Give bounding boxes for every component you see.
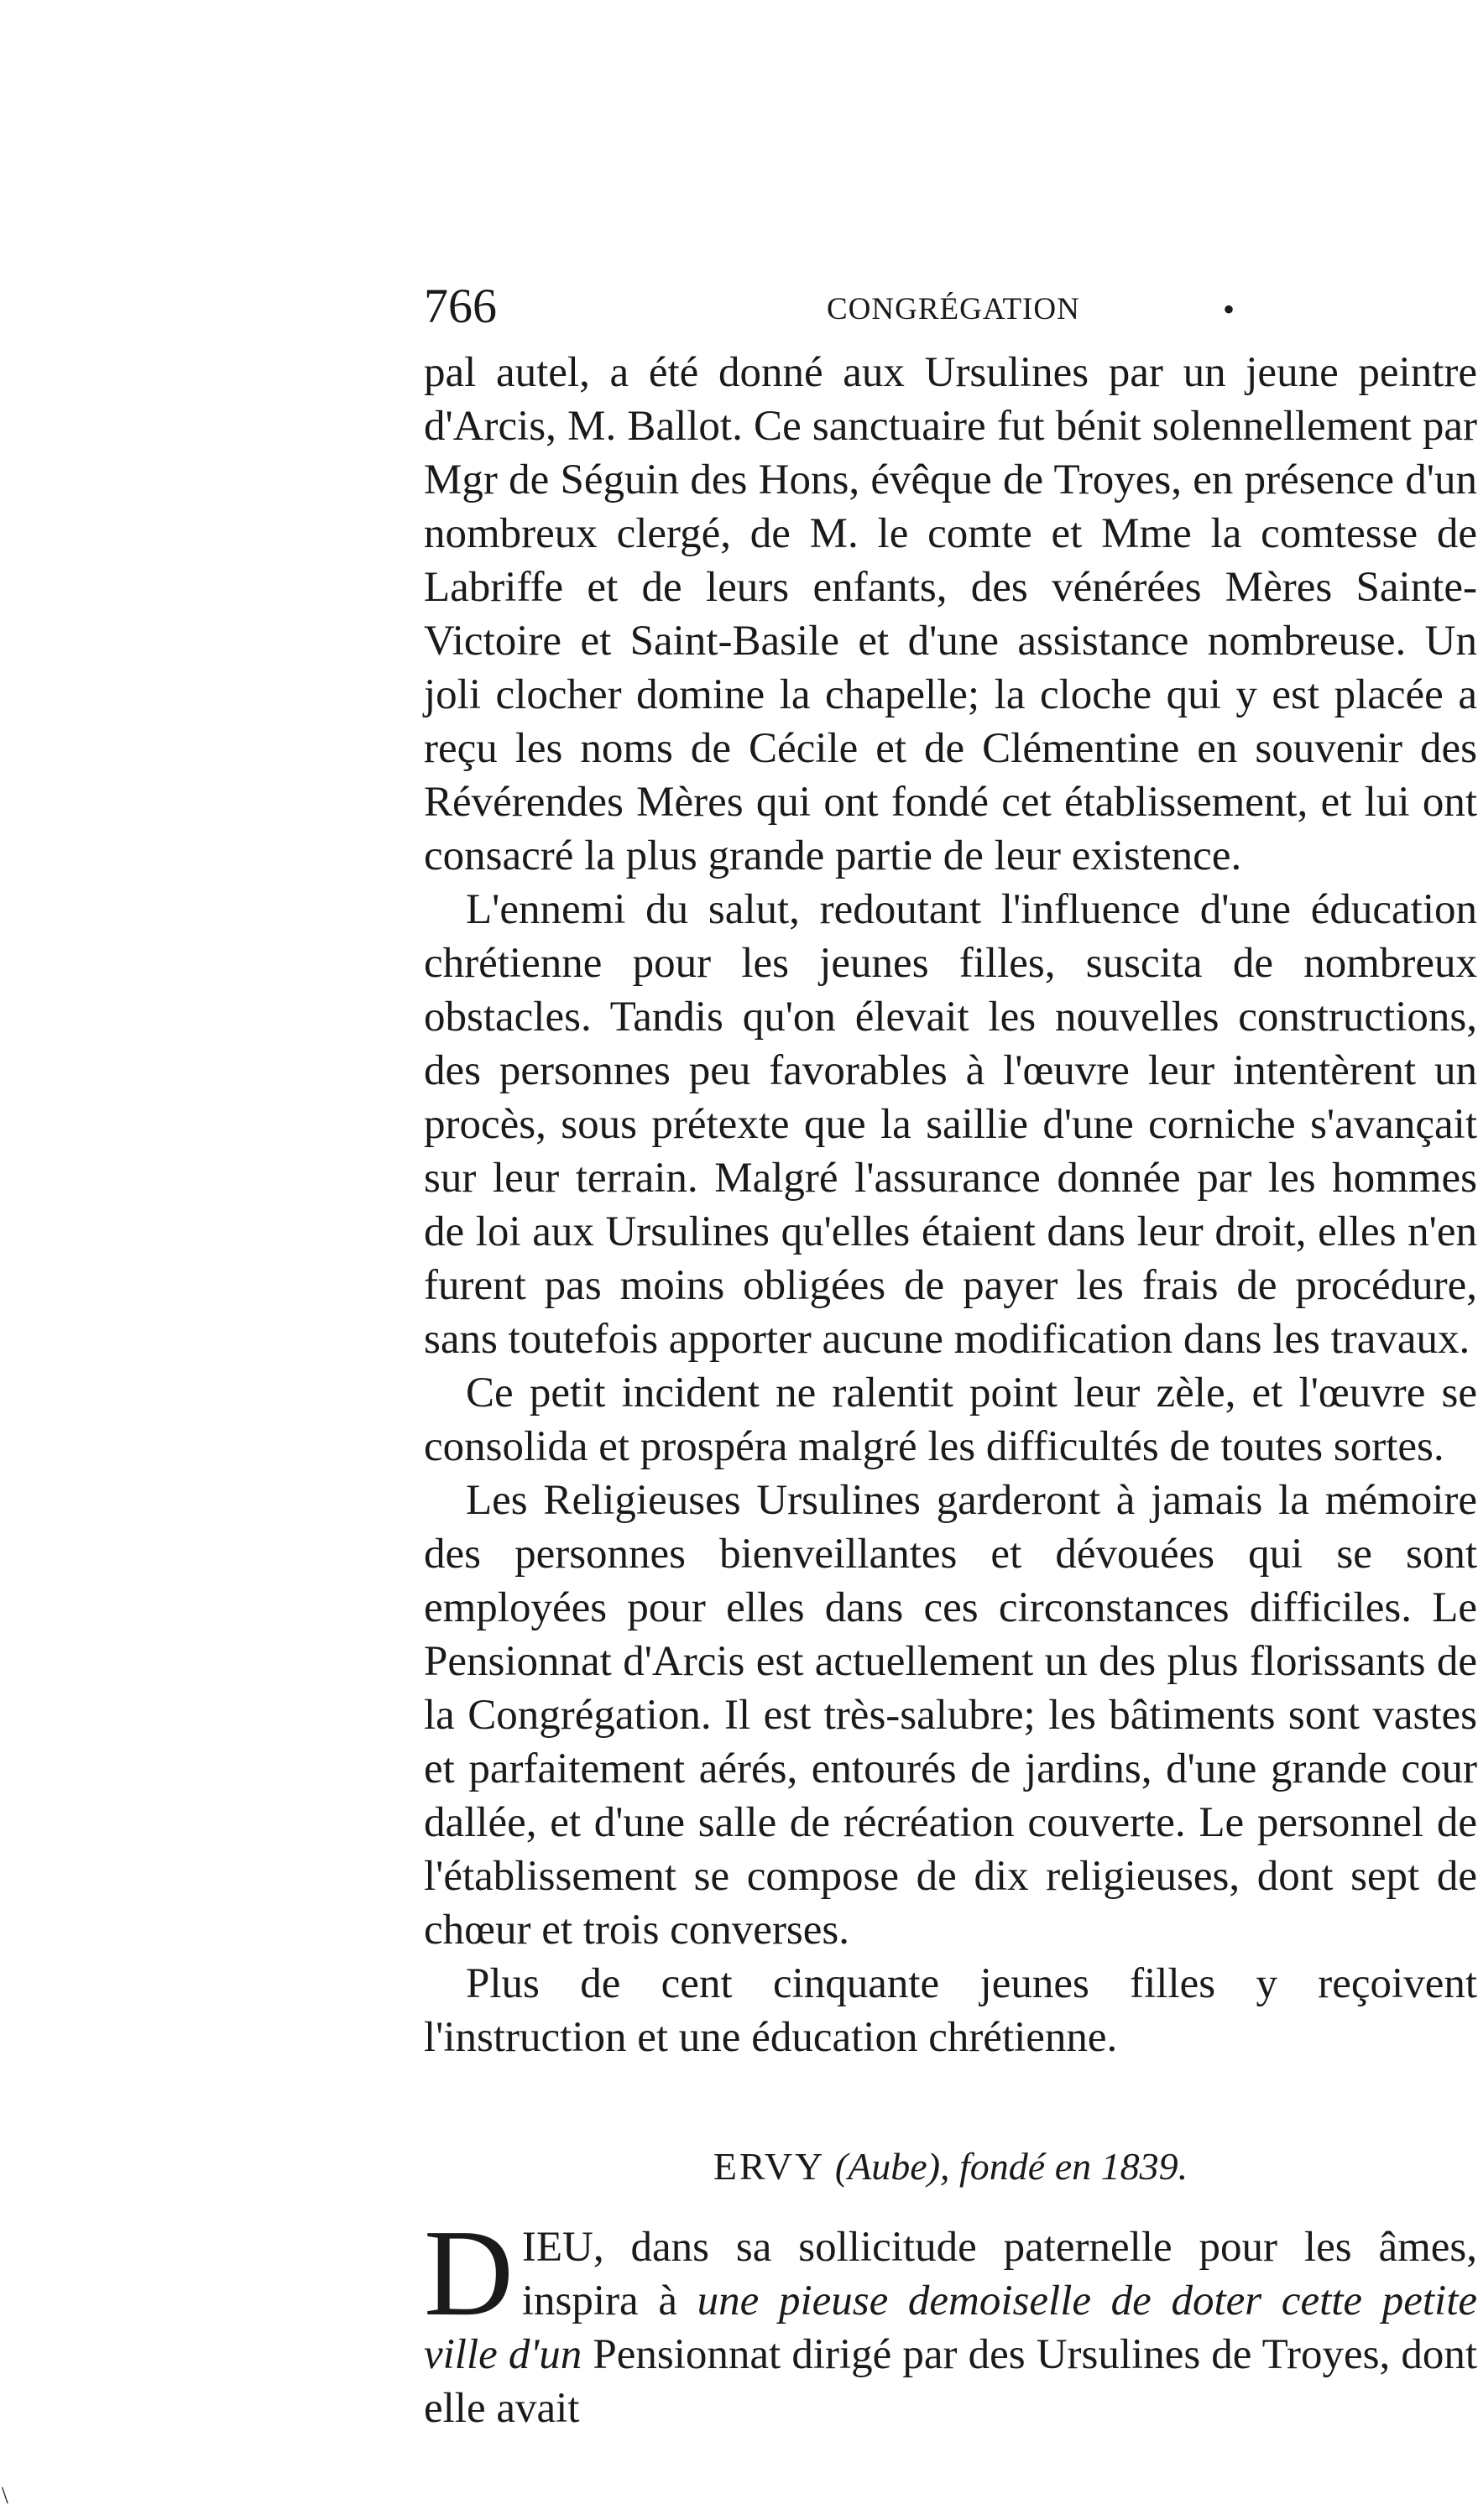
paragraph-incident: Ce petit incident ne ralentit point leur zèle, et l'œuvre se consolida et prospéra malgré les difficultés de toutes sortes. [424,1370,1477,1470]
paragraph-obstacles: L'ennemi du salut, redoutant l'influence d'une éducation chrétienne pour les jeunes filles, suscita de nombreux obstacles. Tandis qu'on élevait les nouvelles constructions, des personnes peu favorables à l'œuvre leur intentèrent un procès, sous prétexte que la saillie d'une corniche s'avançait sur leur terrain. Malgré l'assurance donnée par les hommes de loi aux Ursulines qu'elles étaient dans leur droit, elles n'en furent pas moins obligées de payer les frais de procédure, sans toutefois apporter aucune modification dans les travaux. [424,886,1477,1363]
stray-print-mark: \ [2,2483,8,2509]
page-number: 766 [424,279,497,333]
paragraph-chapel-continuation: pal autel, a été donné aux Ursulines par un jeune peintre d'Arcis, M. Ballot. Ce sanctuaire fut bénit solennellement par Mgr de Séguin des Hons, évêque de Troyes, en présence d'un nombreux clergé, de M. le comte et Mme la comtesse de Labriffe et de leurs enfants, des vénérées Mères Sainte-Victoire et Saint-Basile et d'une assistance nombreuse. Un joli clocher domine la chapelle; la cloche qui y est placée a reçu les noms de Cécile et de Clémentine en souvenir des Révérendes Mères qui ont fondé cet établissement, et lui ont consacré la plus grande partie de leur existence. [424,349,1477,879]
paragraph-pensionnat: Les Religieuses Ursulines garderont à jamais la mémoire des personnes bienveillantes et dévouées qui se sont employées pour elles dans ces circonstances difficiles. Le Pensionnat d'Arcis est actuellement un des plus florissants de la Congrégation. Il est très-salubre; les bâtiments sont vastes et parfaitement aérés, entourés de jardins, d'une grande cour dallée, et d'une salle de récréation couverte. Le personnel de l'établissement se compose de dix religieuses, dont sept de chœur et trois converses. [424,1477,1477,1954]
running-head: CONGRÉGATION [827,292,1080,326]
page-header [424,277,1478,344]
section-subtitle: (Aube), fondé en 1839. [834,2145,1188,2188]
opening-paragraph [424,2204,1477,2435]
page-body [424,346,1477,2435]
paragraph-students: Plus de cent cinquante jeunes filles y reçoivent l'instruction et une éducation chrétienne. [424,1960,1477,2061]
drop-cap: D [424,2204,514,2342]
opening-italic-text: une pieuse demoiselle de doter cette petite ville d'un [424,2277,1477,2378]
opening-text: IEU, dans sa sollicitude paternelle pour les âmes, inspira à [521,2224,1477,2324]
section-heading-ervy [424,2142,1477,2192]
header-dot-mark: • [1223,290,1235,328]
section-place: ERVY [713,2145,826,2188]
opening-continuation: Pensionnat dirigé par des Ursulines de Troyes, dont elle avait [424,2331,1477,2432]
